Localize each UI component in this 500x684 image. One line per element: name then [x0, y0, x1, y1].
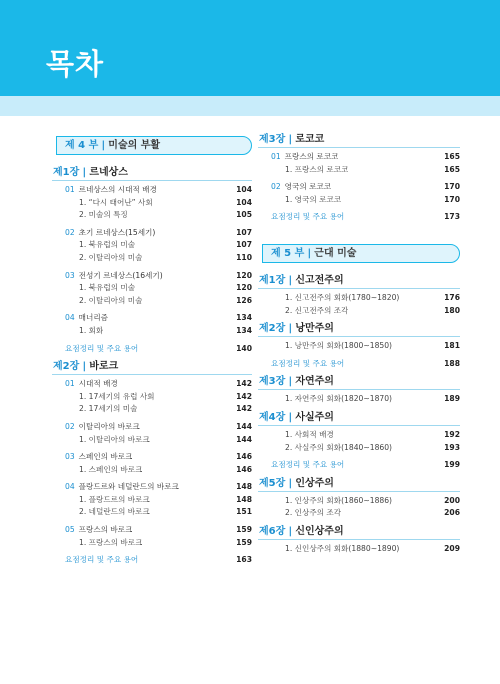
- chapter-name: 신인상주의: [295, 525, 344, 537]
- subsection-title: 1. 영국의 로코코: [285, 194, 342, 204]
- chapter-number: 제3장: [259, 376, 286, 388]
- section-number: 05: [65, 525, 75, 535]
- chapter-heading: [258, 410, 460, 426]
- page-number: 192: [444, 429, 460, 439]
- section-number: 03: [65, 452, 75, 462]
- page-number: 148: [236, 482, 252, 492]
- subsection-title: 1. 신고전주의 회화(1780~1820): [285, 292, 400, 302]
- toc-section[interactable]: [52, 227, 252, 240]
- chapter-name: 로코코: [295, 134, 325, 145]
- part-name: 근대 미술: [314, 247, 357, 259]
- page-number: 144: [236, 421, 252, 431]
- summary-title: 요점정리 및 주요 용어: [271, 460, 345, 470]
- toc-summary[interactable]: [52, 343, 252, 356]
- chapter-name: 바로크: [89, 361, 119, 373]
- toc-subsection[interactable]: [52, 403, 252, 416]
- chapter-heading: [258, 476, 460, 492]
- page-number: 105: [236, 210, 252, 220]
- page-number: 104: [236, 197, 252, 207]
- page-number: 188: [444, 358, 460, 368]
- section-title: 프랑스의 로코코: [284, 152, 339, 161]
- part-number: 제 5 부: [271, 247, 305, 259]
- page-number: 159: [236, 525, 252, 535]
- page-number: 148: [236, 494, 252, 504]
- toc-subsection[interactable]: [52, 197, 252, 210]
- chapter-number: 제5장: [259, 477, 286, 489]
- chapter-heading: [52, 165, 252, 181]
- section-title: 매너리즘: [78, 313, 109, 323]
- chapter-name: 신고전주의: [295, 274, 344, 286]
- page-number: 170: [444, 182, 460, 192]
- chapter-heading: [258, 374, 460, 390]
- summary-title: 요점정리 및 주요 용어: [65, 343, 139, 353]
- toc-subsection[interactable]: [52, 209, 252, 222]
- toc-section[interactable]: [52, 184, 252, 197]
- toc-subsection[interactable]: [52, 282, 252, 295]
- toc-section[interactable]: [52, 421, 252, 434]
- toc-subsection[interactable]: [258, 507, 460, 520]
- toc-subsection[interactable]: [258, 429, 460, 442]
- subsection-title: 1. 프랑스의 바로크: [79, 537, 143, 547]
- toc-subsection[interactable]: [258, 442, 460, 455]
- page-number: 110: [236, 252, 252, 262]
- page-number: 193: [444, 442, 460, 452]
- subsection-title: 1. 자연주의 회화(1820~1870): [285, 394, 393, 404]
- toc-section[interactable]: [52, 451, 252, 464]
- page-number: 173: [444, 212, 460, 222]
- page-number: 189: [444, 394, 460, 404]
- toc-summary[interactable]: [258, 459, 460, 472]
- page-number: 104: [236, 185, 252, 194]
- summary-title: 요점정리 및 주요 용어: [271, 212, 345, 222]
- page-number: 107: [236, 227, 252, 237]
- chapter-name: 자연주의: [295, 376, 334, 388]
- section-title: 전성기 르네상스(16세기): [78, 270, 163, 280]
- separator: |: [288, 411, 293, 423]
- page-number: 159: [236, 537, 252, 547]
- section-number: 02: [271, 182, 281, 192]
- toc-subsection[interactable]: [52, 537, 252, 550]
- subsection-title: 2. 사실주의 회화(1840~1860): [285, 442, 393, 452]
- toc-subsection[interactable]: [258, 292, 460, 305]
- page-number: 165: [444, 152, 460, 161]
- subsection-title: 2. 네덜란드의 바로크: [79, 507, 150, 517]
- page-number: 181: [444, 341, 460, 351]
- chapter-number: 제2장: [259, 323, 286, 335]
- toc-subsection[interactable]: [258, 164, 460, 177]
- section-number: 02: [65, 421, 75, 431]
- separator: |: [288, 525, 293, 537]
- page-number: 200: [444, 495, 460, 505]
- toc-subsection[interactable]: [258, 305, 460, 318]
- summary-title: 요점정리 및 주요 용어: [271, 358, 345, 368]
- subsection-title: 1. 북유럽의 미술: [79, 240, 136, 250]
- page-number: 142: [236, 379, 252, 389]
- toc-left-column: [52, 130, 252, 567]
- section-title: 플랑드르와 네덜란드의 바로크: [78, 482, 179, 492]
- chapter-heading: [258, 132, 460, 148]
- separator: |: [288, 323, 293, 335]
- subsection-title: 2. 미술의 특징: [79, 210, 128, 220]
- separator: |: [288, 134, 293, 145]
- page-number: 146: [236, 452, 252, 462]
- part-header: [262, 244, 460, 263]
- separator: |: [288, 477, 293, 489]
- page-number: 142: [236, 391, 252, 401]
- section-number: 01: [271, 152, 281, 161]
- page-title: 목차: [46, 47, 105, 81]
- chapter-number: 제3장: [259, 134, 286, 145]
- subsection-title: 1. 프랑스의 로코코: [285, 164, 349, 174]
- header-strip: [0, 96, 500, 116]
- chapter-number: 제4장: [259, 411, 286, 423]
- toc-subsection[interactable]: [258, 194, 460, 207]
- subsection-title: 2. 17세기의 미술: [79, 404, 138, 414]
- subsection-title: 1. 인상주의 회화(1860~1886): [285, 495, 393, 505]
- toc-section[interactable]: [258, 151, 460, 164]
- chapter-number: 제6장: [259, 525, 286, 537]
- toc-section[interactable]: [52, 270, 252, 283]
- toc-summary[interactable]: [52, 554, 252, 567]
- subsection-title: 2. 인상주의 조각: [285, 508, 342, 518]
- separator: |: [288, 376, 293, 388]
- subsection-title: 1. 17세기의 유럽 사회: [79, 391, 155, 401]
- separator: |: [101, 140, 106, 151]
- page-number: 165: [444, 164, 460, 174]
- chapter-heading: [258, 321, 460, 337]
- toc-summary[interactable]: [258, 211, 460, 224]
- toc-section[interactable]: [258, 181, 460, 194]
- toc-subsection[interactable]: [52, 506, 252, 519]
- subsection-title: 1. 낭만주의 회화(1800~1850): [285, 341, 393, 351]
- section-number: 04: [65, 313, 75, 323]
- subsection-title: 1. 신인상주의 회화(1880~1890): [285, 543, 400, 553]
- page-number: 199: [444, 460, 460, 470]
- subsection-title: 2. 신고전주의 조각: [285, 305, 349, 315]
- page-number: 144: [236, 434, 252, 444]
- toc-section[interactable]: [52, 378, 252, 391]
- page-number: 120: [236, 270, 252, 280]
- chapter-number: 제1장: [53, 167, 80, 178]
- separator: |: [307, 247, 312, 259]
- section-title: 영국의 로코코: [284, 182, 332, 192]
- chapter-name: 사실주의: [295, 411, 334, 423]
- chapter-heading: [258, 273, 460, 289]
- section-title: 프랑스의 바로크: [78, 525, 133, 535]
- chapter-name: 르네상스: [89, 167, 128, 178]
- toc-subsection[interactable]: [258, 543, 460, 556]
- page-number: 176: [444, 292, 460, 302]
- toc-subsection[interactable]: [258, 495, 460, 508]
- separator: |: [288, 274, 293, 286]
- page-number: 146: [236, 464, 252, 474]
- section-title: 스페인의 바로크: [78, 452, 133, 462]
- page-number: 126: [236, 295, 252, 305]
- page-number: 107: [236, 240, 252, 250]
- toc-subsection[interactable]: [52, 239, 252, 252]
- chapter-name: 낭만주의: [295, 323, 334, 335]
- toc-subsection[interactable]: [52, 464, 252, 477]
- subsection-title: 1. 사회적 배경: [285, 429, 334, 439]
- toc-summary[interactable]: [258, 358, 460, 371]
- toc-subsection[interactable]: [52, 252, 252, 265]
- toc-section[interactable]: [52, 312, 252, 325]
- chapter-heading: [258, 524, 460, 540]
- part-number: 제 4 부: [65, 140, 99, 151]
- toc-subsection[interactable]: [52, 434, 252, 447]
- section-number: 01: [65, 185, 75, 194]
- subsection-title: 1. 회화: [79, 325, 104, 335]
- toc-subsection[interactable]: [52, 494, 252, 507]
- page-number: 151: [236, 507, 252, 517]
- separator: |: [82, 361, 87, 373]
- page-number: 170: [444, 194, 460, 204]
- section-title: 시대적 배경: [78, 379, 118, 389]
- toc-section[interactable]: [52, 481, 252, 494]
- toc-section[interactable]: [52, 524, 252, 537]
- toc-subsection[interactable]: [52, 295, 252, 308]
- page-number: 134: [236, 325, 252, 335]
- section-number: 02: [65, 227, 75, 237]
- subsection-title: 1. 플랑드르의 바로크: [79, 494, 150, 504]
- chapter-heading: [52, 359, 252, 375]
- part-header: [56, 136, 252, 155]
- chapter-name: 인상주의: [295, 477, 334, 489]
- subsection-title: 2. 이탈리아의 미술: [79, 295, 143, 305]
- section-title: 르네상스의 시대적 배경: [78, 185, 157, 194]
- toc-subsection[interactable]: [52, 391, 252, 404]
- section-title: 초기 르네상스(15세기): [78, 227, 156, 237]
- section-number: 03: [65, 270, 75, 280]
- section-title: 이탈리아의 바로크: [78, 421, 140, 431]
- page-number: 209: [444, 543, 460, 553]
- toc-subsection[interactable]: [52, 325, 252, 338]
- page-number: 140: [236, 343, 252, 353]
- chapter-number: 제1장: [259, 274, 286, 286]
- section-number: 04: [65, 482, 75, 492]
- separator: |: [82, 167, 87, 178]
- subsection-title: 2. 이탈리아의 미술: [79, 252, 143, 262]
- subsection-title: 1. 이탈리아의 바로크: [79, 434, 150, 444]
- page-number: 120: [236, 283, 252, 293]
- page-number: 180: [444, 305, 460, 315]
- subsection-title: 1. 스페인의 바로크: [79, 464, 143, 474]
- page-number: 163: [236, 555, 252, 565]
- chapter-number: 제2장: [53, 361, 80, 373]
- page-number: 206: [444, 508, 460, 518]
- summary-title: 요점정리 및 주요 용어: [65, 555, 139, 565]
- toc-right-column: [258, 130, 460, 556]
- section-number: 01: [65, 379, 75, 389]
- subsection-title: 1. “다시 태어난” 사회: [79, 197, 153, 207]
- page-number: 134: [236, 313, 252, 323]
- toc-subsection[interactable]: [258, 340, 460, 353]
- toc-subsection[interactable]: [258, 393, 460, 406]
- part-name: 미술의 부활: [108, 140, 161, 151]
- subsection-title: 1. 북유럽의 미술: [79, 283, 136, 293]
- page-number: 142: [236, 404, 252, 414]
